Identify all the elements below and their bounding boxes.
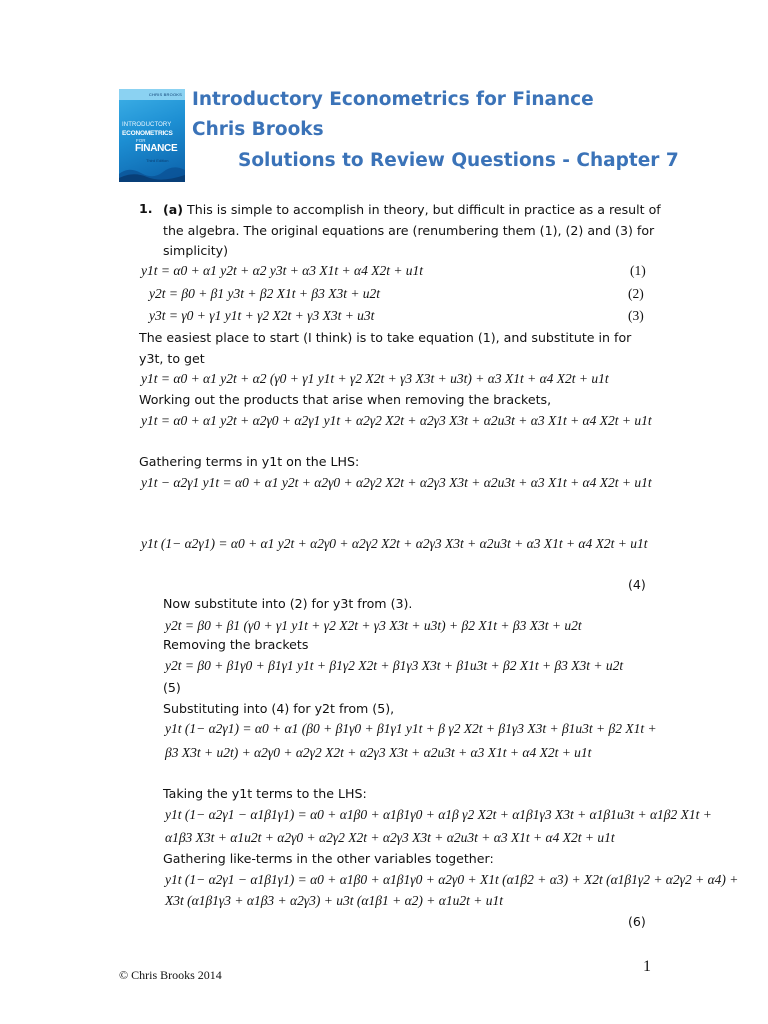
equation-substituted: y1t = α0 + α1 y2t + α2 (γ0 + γ1 y1t + γ2 X2t + γ3 X3t + u3t) + α3 X1t + α4 X2t + u1t xyxy=(141,371,609,386)
text-taking-terms: Taking the y1t terms to the LHS: xyxy=(163,786,367,801)
equation-2-number: (2) xyxy=(628,286,644,301)
question-number: 1. xyxy=(139,201,153,216)
equation-lhs-line-1: y1t (1− α2γ1 − α1β1γ1) = α0 + α1β0 + α1β1γ0 + α1β γ2 X2t + α1β1γ3 X3t + α1β1u3t + α1β2 X1t + xyxy=(165,807,712,822)
equation-1: y1t = α0 + α1 y2t + α2 y3t + α3 X1t + α4 X2t + u1t xyxy=(141,263,424,278)
equation-4-number: (4) xyxy=(628,577,646,592)
text-substitute-3: Substituting into (4) for y2t from (5), xyxy=(163,701,395,716)
text-substitute-intro: The easiest place to start (I think) is to take equation (1), and substitute in for y3t, to get xyxy=(139,330,632,366)
equation-3-number: (3) xyxy=(628,308,644,323)
equation-6-number: (6) xyxy=(628,914,646,929)
text-substitute-2: Now substitute into (2) for y3t from (3). xyxy=(163,596,413,611)
page-number: 1 xyxy=(643,958,651,975)
cover-title-line-2: ECONOMETRICS xyxy=(122,130,173,137)
text-removing-brackets: Removing the brackets xyxy=(163,637,309,652)
author-name: Chris Brooks xyxy=(192,119,324,140)
equation-lhs-line-2: α1β3 X3t + α1u2t + α2γ0 + α2γ2 X2t + α2γ3 X3t + α2u3t + α3 X1t + α4 X2t + u1t xyxy=(165,830,615,845)
equation-5-number: (5) xyxy=(163,680,181,695)
question-intro xyxy=(163,200,663,262)
copyright-footer: © Chris Brooks 2014 xyxy=(119,968,222,982)
book-cover-image xyxy=(119,89,185,182)
cover-edition: Third Edition xyxy=(146,158,169,163)
cover-wave-graphic xyxy=(119,162,185,182)
equation-2: y2t = β0 + β1 y3t + β2 X1t + β3 X3t + u2t xyxy=(149,286,381,301)
text-products: Working out the products that arise when removing the brackets, xyxy=(139,392,552,407)
book-title: Introductory Econometrics for Finance xyxy=(192,89,594,110)
cover-author-tag: CHRIS BROOKS xyxy=(148,92,182,97)
equation-y2-substituted: y2t = β0 + β1 (γ0 + γ1 y1t + γ2 X2t + γ3 X3t + u3t) + β2 X1t + β3 X3t + u2t xyxy=(165,618,582,633)
equation-combined-line-1: y1t (1− α2γ1) = α0 + α1 (β0 + β1γ0 + β1γ1 y1t + β γ2 X2t + β1γ3 X3t + β1u3t + β2 X1t + xyxy=(165,721,657,736)
equation-3: y3t = γ0 + γ1 y1t + γ2 X2t + γ3 X3t + u3t xyxy=(149,308,375,323)
cover-title-line-3: FOR xyxy=(136,138,146,143)
equation-factored: y1t (1− α2γ1) = α0 + α1 y2t + α2γ0 + α2γ2 X2t + α2γ3 X3t + α2u3t + α3 X1t + α4 X2t + u1t xyxy=(141,536,648,551)
equation-1-number: (1) xyxy=(630,263,646,278)
cover-title-line-1: INTRODUCTORY xyxy=(122,122,172,128)
equation-gathered: y1t − α2γ1 y1t = α0 + α1 y2t + α2γ0 + α2γ2 X2t + α2γ3 X3t + α2u3t + α3 X1t + α4 X2t + u1t xyxy=(141,475,652,490)
question-intro-text: This is simple to accomplish in theory, but difficult in practice as a result of the algebra. The original equations are (renumbering them (1), (2) and (3) for simplicity) xyxy=(163,202,661,258)
text-gathering: Gathering terms in y1t on the LHS: xyxy=(139,454,360,469)
page-subtitle: Solutions to Review Questions - Chapter 7 xyxy=(238,150,679,171)
question-part-label: (a) xyxy=(163,202,184,217)
equation-y2-expanded: y2t = β0 + β1γ0 + β1γ1 y1t + β1γ2 X2t + β1γ3 X3t + β1u3t + β2 X1t + β3 X3t + u2t xyxy=(165,658,624,673)
equation-expanded: y1t = α0 + α1 y2t + α2γ0 + α2γ1 y1t + α2γ2 X2t + α2γ3 X3t + α2u3t + α3 X1t + α4 X2t + u1t xyxy=(141,413,652,428)
cover-title-line-4: FINANCE xyxy=(135,143,178,154)
equation-final-line-2: X3t (α1β1γ3 + α1β3 + α2γ3) + u3t (α1β1 + α2) + α1u2t + u1t xyxy=(165,893,503,908)
equation-final-line-1: y1t (1− α2γ1 − α1β1γ1) = α0 + α1β0 + α1β1γ0 + α2γ0 + X1t (α1β2 + α3) + X2t (α1β1γ2 + α2γ2 + α4) + xyxy=(165,872,739,887)
equation-combined-line-2: β3 X3t + u2t) + α2γ0 + α2γ2 X2t + α2γ3 X3t + α2u3t + α3 X1t + α4 X2t + u1t xyxy=(165,745,592,760)
text-like-terms: Gathering like-terms in the other variables together: xyxy=(163,851,494,866)
